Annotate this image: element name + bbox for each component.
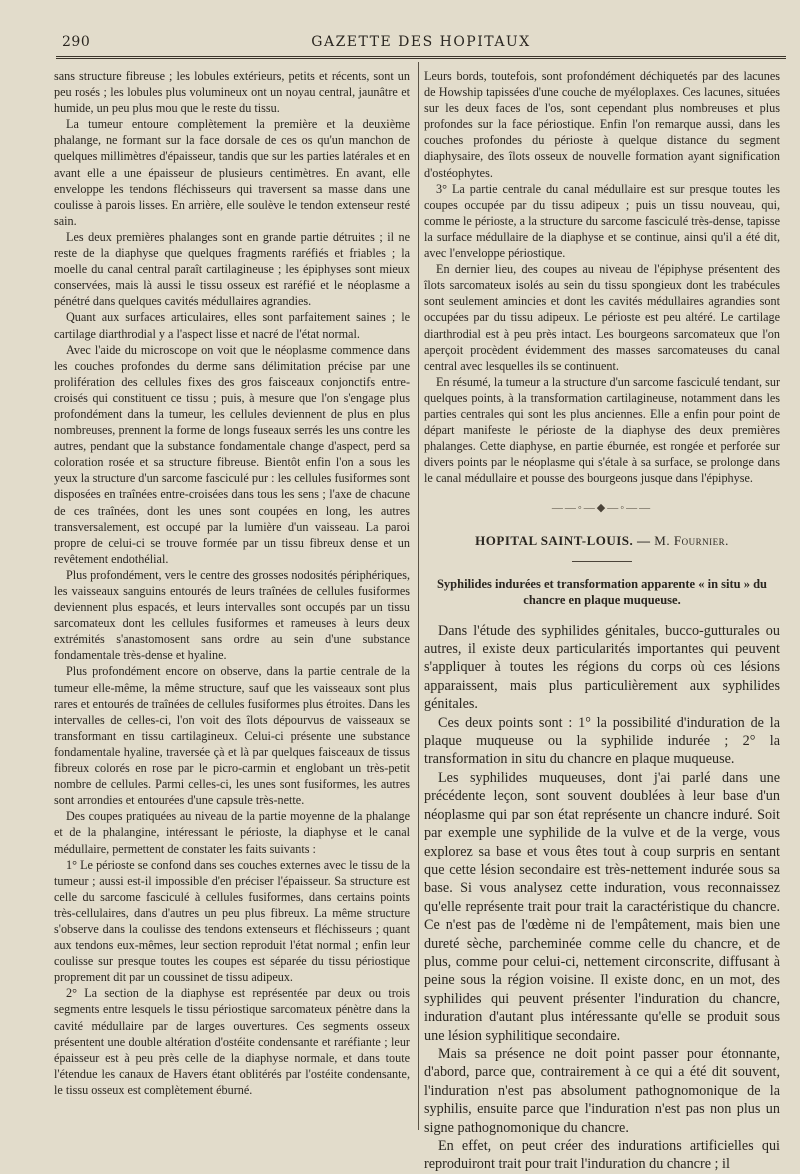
left-column: [54, 68, 410, 1098]
column-divider: [418, 62, 419, 1130]
paragraph: Des coupes pratiquées au niveau de la partie moyenne de la phalange et de la phalangine, intéressant le périoste, la diaphyse et le canal médullaire, permettent de constater les faits suivants :: [54, 809, 410, 856]
paragraph: Les deux premières phalanges sont en grande partie détruites ; il ne reste de la diaphyse que quelques fragments raréfiés et friables ; la moelle du canal central paraît cartilagineuse ; les épiphyses sont mieux conservées, mais là aussi le tissu osseux est raréfié et le néoplasme a pénétré dans quelques cavités médullaires agrandies.: [54, 229, 410, 309]
paragraph: Leurs bords, toutefois, sont profondément déchiquetés par des lacunes de Howship tapissées d'une couche de myéloplaxes. Ces lacunes, situées sur les deux faces de l'os, sont cependant plus nombreuses et plus profondes sur la face périostique. Enfin l'on remarque aussi, dans les couches profondes du périoste à quelque distance du segment diaphysaire, des îlots osseux de nouvelle formation ayant signification d'ostéophytes.: [424, 69, 780, 180]
paragraph: 2° La section de la diaphyse est représentée par deux ou trois segments entre lesquels le tissu périostique sarcomateux pénètre dans la cavité médullaire par de larges ouvertures. Ces segments osseux présentent une double altération d'ostéite condensante et raréfiante ; leur épaisseur est à peu près celle de la diaphyse normale, et dans toute l'étendue les canaux de Havers étant oblitérés par l'ostéite condensante, le tissu osseux est complètement éburné.: [54, 986, 410, 1097]
section-ornament: ——◦—◆—◦——: [551, 502, 653, 515]
paragraph: Dans l'étude des syphilides génitales, bucco-gutturales ou autres, il existe deux particularités importantes qui peuvent s'appliquer à toutes les régions du corps où ces lésions apparaissent, mais plus particulièrement aux syphilides génitales.: [424, 622, 780, 713]
paragraph: Quant aux surfaces articulaires, elles sont parfaitement saines ; le cartilage diarthrodial y a l'aspect lisse et nacré de l'état normal.: [54, 310, 410, 341]
paragraph: Ces deux points sont : 1° la possibilité d'induration de la plaque muqueuse ou la syphilide indurée ; 2° la transformation in situ du chancre en plaque muqueuse.: [424, 714, 780, 768]
paragraph: 3° La partie centrale du canal médullaire est sur presque toutes les coupes occupée par du tissu adipeux ; puis un tissu nouveau, qui, comme le périoste, a la structure du sarcome fasciculé très-dense, tapisse la surface médullaire de la diaphyse et se continue, ainsi qu'il a été dit, avec l'enveloppe périostique.: [424, 181, 780, 261]
header-rule: [56, 56, 786, 59]
author-name: M. Fournier.: [654, 532, 729, 548]
right-column: [424, 68, 780, 1174]
section-heading: [424, 533, 780, 549]
paragraph: sans structure fibreuse ; les lobules extérieurs, petits et récents, sont un peu rosés ; les lobules plus volumineux ont un noyau central, jaunâtre et humide, un peu plus mou que le reste du tissu.: [54, 69, 410, 116]
running-title: GAZETTE DES HOPITAUX: [311, 34, 531, 50]
paragraph: Mais sa présence ne doit point passer pour étonnante, d'abord, parce que, contrairement à ce qui a été dit souvent, l'induration n'est pas absolument pathognomonique de la syphilis, ensuite parce que l'induration n'est pas non plus un signe pathognomonique du chancre.: [424, 1045, 780, 1136]
paragraph: En effet, on peut créer des indurations artificielles qui reproduiront trait pour trait l'induration du chancre ; il: [424, 1138, 780, 1173]
paragraph: La tumeur entoure complètement la première et la deuxième phalange, ne formant sur la face dorsale de ces os qu'un manchon de quelques millimètres d'épaisseur, tandis que sur les parties latérales et en avant elle a une épaisseur de plusieurs centimètres. En avant, elle enveloppe les tendons fléchisseurs qui traversent sa masse dans une coulisse à parois lisses. En arrière, elle soulève le tendon extenseur resté sain.: [54, 117, 410, 228]
paragraph: Plus profondément encore on observe, dans la partie centrale de la tumeur elle-même, la même structure, sauf que les vaisseaux sont plus rares et entourés de traînées de cellules fusiformes plus étroites. Dans les intervalles de celles-ci, l'on voit des îlots dépourvus de vaisseaux se transformant en tissu cartilagineux. Celui-ci présente une substance fondamentale hyaline, traversée çà et là par quelques faisceaux de tissus fibreux colorés en rose par le picro-carmin et englobant un très-petit nombre de cellules. Parmi celles-ci, les unes sont fusiformes, les autres sont arrondies et entourées d'une capsule très-nette.: [54, 664, 410, 808]
hospital-name: HOPITAL SAINT-LOUIS. —: [475, 532, 655, 548]
paragraph: Avec l'aide du microscope on voit que le néoplasme commence dans les couches profondes du derme sans délimitation précise par une prolifération des cellules fixes des gros faisceaux conjonctifs entre-croisés qui constituent ce tissu ; puis, à mesure que l'on s'engage plus profondément dans la tumeur, les cellules deviennent de plus en plus nombreuses, prennent la forme de longs fuseaux serrés les uns contre les autres, pendant que la substance fondamentale change d'aspect, perd sa coloration rosée et sa structure fibreuse. Bientôt enfin l'on a sous les yeux la structure d'un sarcome fasciculé pur : les cellules fusiformes sont disposées en traînées entre-croisées dans tous les sens ; l'axe de chacune de ces traînées, dont les unes sont coupées en long, les autres transversalement, est occupé par la lumière d'un vaisseau. La paroi propre de celui-ci se trouve formée par un tissu fibreux dense et un revêtement endothélial.: [54, 342, 410, 566]
paragraph: En résumé, la tumeur a la structure d'un sarcome fasciculé tendant, sur quelques points, à la transformation cartilagineuse, notamment dans les parties centrales qui sont les plus anciennes. Elle a enfin pour point de départ manifeste le périoste de la diaphyse des deux premières phalanges. Cette diaphyse, en partie éburnée, est rongée et perforée sur divers points par le néoplasme qui s'étale à sa surface, se prolonge dans le canal médullaire et pousse des bourgeons jusque dans l'épiphyse.: [424, 374, 780, 486]
page-number: 290: [62, 34, 91, 50]
paragraph: Plus profondément, vers le centre des grosses nodosités périphériques, les vaisseaux sanguins entourés de leurs traînées de cellules fusiformes deviennent plus espacés, et leurs intervalles sont occupés par un tissu sarcomateux dont les cellules fusiformes et rameuses à leurs deux extrémités s'anastomosent sans ordre au sein d'une substance fondamentale très-dense et hyaline.: [54, 567, 410, 663]
paragraph: 1° Le périoste se confond dans ses couches externes avec le tissu de la tumeur ; aussi est-il impossible d'en préciser l'épaisseur. Sa structure est celle du sarcome fasciculé à cellules fusiformes, dans certains points très-cellulaires, dans d'autres un peu plus fibreux. La même structure s'observe dans la coulisse des tendons extenseurs et fléchisseurs ; quant aux tendons eux-mêmes, leur section reproduit l'état normal ; enfin leur coulisse sur presque toutes les coupes est séparée du tissu périostique proprement dit par un coussinet de tissu adipeux.: [54, 857, 410, 985]
paragraph: En dernier lieu, des coupes au niveau de l'épiphyse présentent des îlots sarcomateux isolés au sein du tissu spongieux dont les trabécules sont seulement amincies et dont les cavités médullaires agrandies sont occupées par du tissu adipeux. Le périoste est peu altéré. Le cartilage diarthrodial est à peu près intact. Les bourgeons sarcomateux que l'on aperçoit procèdent évidemment des masses sarcomateuses du canal central avec lesquelles ils se continuent.: [424, 262, 780, 373]
paragraph: Les syphilides muqueuses, dont j'ai parlé dans une précédente leçon, sont souvent doublées à leur base d'un néoplasme qui par son état représente un chancre induré. Soit par exemple une syphilide de la vulve et de la verge, vous explorez sa base et vous êtes tout à coup surpris en sentant que cette lésion secondaire est très-nettement indurée sous sa base. Si vous analysez cette induration, vous reconnaissez qu'elle représente trait pour trait la caractéristique du chancre. Ce n'est pas de l'œdème ni de l'empâtement, mais bien une dureté sèche, parcheminée comme celle du chancre, et de plus, comme pour celui-ci, nettement circonscrite, diffusant à peine sous la région voisine. Il existe donc, en un mot, des syphilides qui peuvent présenter l'induration du chancre, induration d'autant plus intéressante qu'elle se produit sous une lésion syphilitique secondaire.: [424, 769, 780, 1044]
title-rule: [572, 561, 632, 562]
page-header: [56, 28, 786, 58]
article-title: Syphilides indurées et transformation apparente « in situ » du chancre en plaque muqueuse.: [436, 576, 768, 607]
article-body: [424, 622, 780, 1174]
